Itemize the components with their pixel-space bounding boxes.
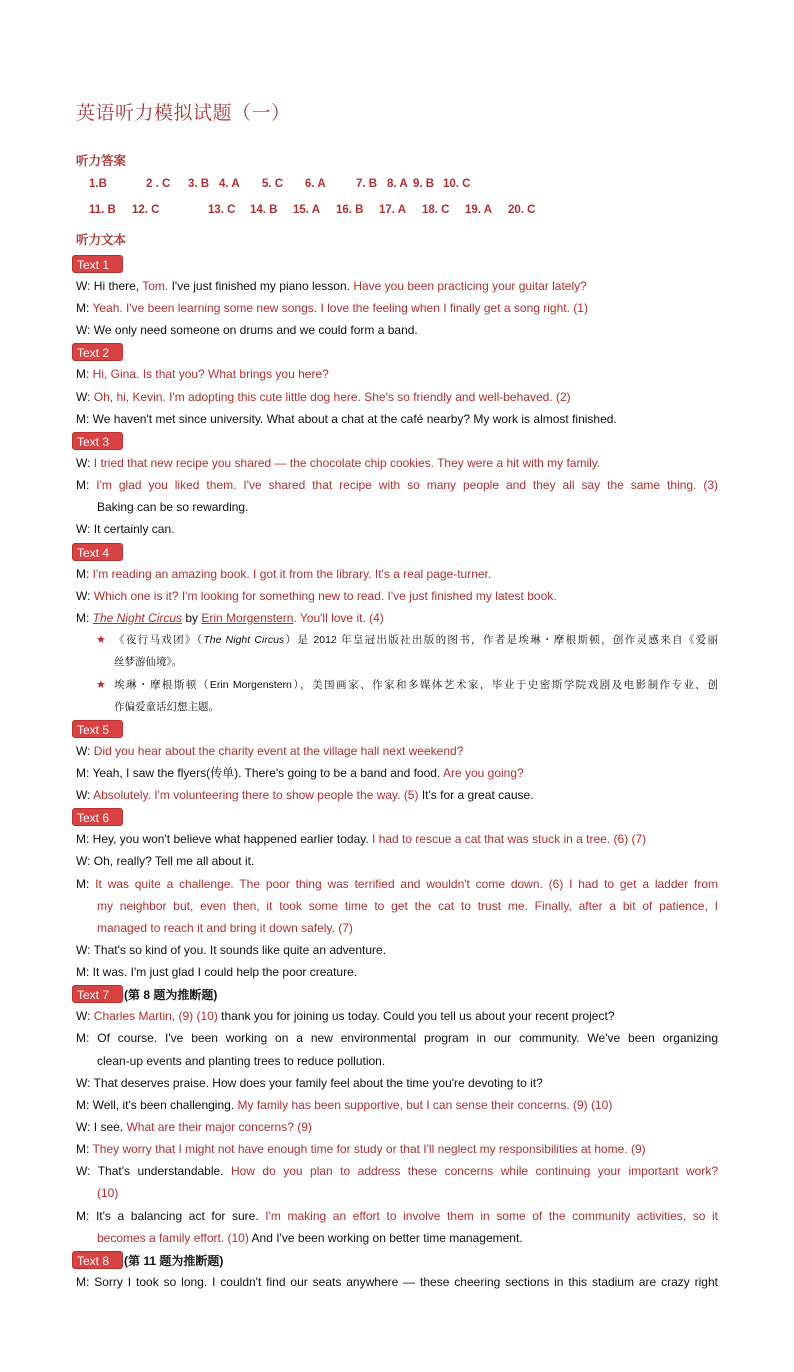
text-fragment: by xyxy=(182,611,202,625)
speaker-label: M: xyxy=(76,1098,93,1112)
dialogue-line xyxy=(76,386,718,408)
answer-item: 15. A xyxy=(293,204,321,216)
star-icon: ★ xyxy=(96,634,106,646)
text-fragment: That's understandable. xyxy=(97,1164,231,1178)
speaker-label: W: xyxy=(76,943,94,957)
speaker-label: W: xyxy=(76,744,94,758)
text-fragment: Well, it's been challenging. xyxy=(92,1098,238,1112)
dialogue-line-continuation xyxy=(97,496,718,518)
text-fragment: That deserves praise. How does your family feel about the time you're devoting to it? xyxy=(93,1076,543,1090)
speaker-label: M: xyxy=(76,301,93,315)
dialogue-line xyxy=(76,1027,718,1049)
text-fragment: It was quite a challenge. The poor thing was terrified and wouldn't come down. (6) I had to get a ladder from xyxy=(95,877,719,891)
dialogue-line xyxy=(76,961,718,983)
dialogue-line xyxy=(76,607,718,629)
text-fragment: Which one is it? I'm looking for something new to read. I've just finished my latest book. xyxy=(93,589,557,603)
footnote xyxy=(96,629,718,651)
text-fragment: Hi, Gina. Is that you? What brings you here? xyxy=(92,367,329,381)
inference-note: (第 11 题为推断题) xyxy=(124,1254,224,1268)
dialogue-line-continuation xyxy=(97,1227,718,1249)
text-fragment: Hi there, xyxy=(93,279,143,293)
speaker-label: W: xyxy=(76,1164,98,1178)
speaker-label: M: xyxy=(76,1275,95,1289)
answer-item: 11. B xyxy=(89,204,116,216)
dialogue-line xyxy=(76,1205,718,1227)
dialogue-line xyxy=(76,873,718,895)
text-2-tag: Text 2 xyxy=(72,343,123,361)
answer-item: 3. B xyxy=(188,178,210,190)
text-fragment: I see. xyxy=(93,1120,127,1134)
dialogue-line-continuation xyxy=(97,895,718,917)
text-fragment: I'm making an effort to involve them in some of the community activities, so it xyxy=(265,1209,718,1223)
text-5-tag: Text 5 xyxy=(72,720,123,738)
text-fragment: Of course. I've been working on a new environmental program in our community. We've been organizing xyxy=(97,1031,719,1045)
text-fragment: The Night Circus xyxy=(92,611,183,625)
text-fragment: Oh, hi, Kevin. I'm adopting this cute little dog here. She's so friendly and well-behaved. (2) xyxy=(93,390,571,404)
text-fragment: It's a balancing act for sure. xyxy=(95,1209,266,1223)
answer-item: 7. B xyxy=(356,178,378,190)
text-fragment: managed to reach it and bring it down safely. (7) xyxy=(97,921,353,935)
dialogue-line xyxy=(76,939,718,961)
footnote xyxy=(96,674,718,696)
text-fragment: my neighbor but, even then, it took some time to get the cat to trust me. Finally, after a bit of patience, I xyxy=(97,899,718,913)
speaker-label: W: xyxy=(76,522,94,536)
text-fragment: Did you hear about the charity event at the village hall next weekend? xyxy=(93,744,464,758)
text-fragment: Tom. xyxy=(142,279,169,293)
dialogue-line xyxy=(76,518,718,540)
dialogue-line xyxy=(76,563,718,585)
text-6-tag: Text 6 xyxy=(72,808,123,826)
dialogue-line xyxy=(76,762,718,784)
transcript-heading: 听力文本 xyxy=(76,233,127,247)
dialogue-line xyxy=(76,1160,718,1182)
dialogue-line xyxy=(76,740,718,762)
speaker-label: M: xyxy=(76,611,93,625)
speaker-label: W: xyxy=(76,279,94,293)
speaker-label: M: xyxy=(76,478,97,492)
dialogue-line-continuation xyxy=(97,917,718,939)
answer-heading: 听力答案 xyxy=(76,154,127,168)
speaker-label: M: xyxy=(76,1031,98,1045)
text-fragment: I had to rescue a cat that was stuck in a tree. (6) (7) xyxy=(372,832,647,846)
page-title: 英语听力模拟试题（一） xyxy=(76,103,291,124)
text-8-tag: Text 8 xyxy=(72,1251,123,1269)
dialogue-line xyxy=(76,1271,718,1293)
speaker-label: W: xyxy=(76,589,94,603)
text-fragment: I tried that new recipe you shared — the chocolate chip cookies. They were a hit with my family. xyxy=(93,456,601,470)
dialogue-line xyxy=(76,850,718,872)
answer-item: 19. A xyxy=(465,204,493,216)
text-fragment: Have you been practicing your guitar lately? xyxy=(353,279,587,293)
dialogue-line-continuation xyxy=(97,1050,718,1072)
answer-item: 4. A xyxy=(219,178,240,190)
text-3-tag: Text 3 xyxy=(72,432,123,450)
speaker-label: M: xyxy=(76,832,93,846)
text-fragment: We haven't met since university. What about a chat at the café nearby? My work is almost finished. xyxy=(92,412,617,426)
text-fragment: What are their major concerns? (9) xyxy=(126,1120,312,1134)
speaker-label: W: xyxy=(76,1120,94,1134)
text-fragment: 丝梦游仙境》。 xyxy=(114,656,183,668)
speaker-label: W: xyxy=(76,788,94,802)
answer-item: 2 . C xyxy=(146,178,171,190)
answer-item: 13. C xyxy=(208,204,236,216)
answer-item: 20. C xyxy=(508,204,536,216)
speaker-label: M: xyxy=(76,965,93,979)
dialogue-line-continuation xyxy=(97,1182,718,1204)
text-fragment: It certainly can. xyxy=(93,522,175,536)
answer-item: 18. C xyxy=(422,204,450,216)
speaker-label: W: xyxy=(76,456,94,470)
text-fragment: Are you going? xyxy=(442,766,524,780)
inference-note: (第 8 题为推断题) xyxy=(124,988,218,1002)
speaker-label: W: xyxy=(76,1076,94,1090)
answer-item: 5. C xyxy=(262,178,284,190)
text-fragment: And I've been working on better time management. xyxy=(248,1231,523,1245)
speaker-label: W: xyxy=(76,323,94,337)
text-fragment: It was. I'm just glad I could help the poor creature. xyxy=(92,965,358,979)
dialogue-line xyxy=(76,1116,718,1138)
answer-item: 6. A xyxy=(305,178,326,190)
answer-item: 9. B xyxy=(413,178,435,190)
answer-item: 12. C xyxy=(132,204,160,216)
speaker-label: M: xyxy=(76,877,96,891)
text-fragment: It's for a great cause. xyxy=(418,788,534,802)
text-fragment: The Night Circus xyxy=(203,634,285,646)
text-fragment: becomes a family effort. (10) xyxy=(97,1231,249,1245)
speaker-label: M: xyxy=(76,412,93,426)
answer-item: 16. B xyxy=(336,204,364,216)
dialogue-line xyxy=(76,474,718,496)
text-7-tag: Text 7 xyxy=(72,985,123,1003)
text-fragment: They worry that I might not have enough time for study or that I'll neglect my responsibilities at home. (9) xyxy=(92,1142,646,1156)
text-fragment: 作偏爱童话幻想主题。 xyxy=(114,701,219,713)
text-fragment: That's so kind of you. It sounds like quite an adventure. xyxy=(93,943,387,957)
dialogue-line xyxy=(76,408,718,430)
text-fragment: Yeah. I've been learning some new songs. I love the feeling when I finally get a song right. (1) xyxy=(92,301,588,315)
dialogue-line xyxy=(76,363,718,385)
footnote-continuation xyxy=(96,651,736,673)
text-fragment: My family has been supportive, but I can sense their concerns. (9) (10) xyxy=(237,1098,613,1112)
text-fragment: Absolutely. I'm volunteering there to show people the way. (5) xyxy=(93,788,419,802)
answer-item: 10. C xyxy=(443,178,471,190)
text-fragment: 《夜行马戏团》（ xyxy=(114,634,204,646)
speaker-label: M: xyxy=(76,567,93,581)
text-fragment: I'm reading an amazing book. I got it from the library. It's a real page-turner. xyxy=(92,567,492,581)
text-fragment: How do you plan to address these concerns while continuing your important work? xyxy=(230,1164,718,1178)
text-4-tag: Text 4 xyxy=(72,543,123,561)
text-fragment: Erin Morgenstern xyxy=(201,611,294,625)
text-fragment: Hey, you won't believe what happened earlier today. xyxy=(92,832,373,846)
text-fragment: Baking can be so rewarding. xyxy=(97,500,249,514)
text-fragment: thank you for joining us today. Could you tell us about your recent project? xyxy=(217,1009,615,1023)
dialogue-line xyxy=(76,784,718,806)
footnote-continuation xyxy=(96,696,736,718)
answer-item: 8. A xyxy=(387,178,408,190)
speaker-label: M: xyxy=(76,367,93,381)
text-fragment: Oh, really? Tell me all about it. xyxy=(93,854,255,868)
speaker-label: M: xyxy=(76,766,93,780)
dialogue-line xyxy=(76,452,718,474)
speaker-label: M: xyxy=(76,1142,93,1156)
dialogue-line xyxy=(76,1138,718,1160)
dialogue-line xyxy=(76,319,718,341)
text-1-tag: Text 1 xyxy=(72,255,123,273)
text-fragment: ）是 2012 年皇冠出版社出版的图书，作者是埃琳・摩根斯顿，创作灵感来自《爱丽 xyxy=(284,634,718,646)
answer-item: 17. A xyxy=(379,204,407,216)
speaker-label: W: xyxy=(76,1009,94,1023)
text-fragment: We only need someone on drums and we could form a band. xyxy=(93,323,418,337)
text-fragment: Sorry I took so long. I couldn't find our seats anywhere — these cheering sections in this stadium are crazy right xyxy=(94,1275,718,1289)
dialogue-line xyxy=(76,1005,718,1027)
speaker-label: M: xyxy=(76,1209,96,1223)
text-fragment: clean-up events and planting trees to reduce pollution. xyxy=(97,1054,386,1068)
answer-item: 1.B xyxy=(89,178,107,190)
text-fragment: Charles Martin, (9) (10) xyxy=(93,1009,218,1023)
text-fragment: (10) xyxy=(97,1186,119,1200)
answer-item: 14. B xyxy=(250,204,278,216)
text-fragment: . You'll love it. (4) xyxy=(293,611,384,625)
dialogue-line xyxy=(76,275,718,297)
dialogue-line xyxy=(76,297,718,319)
dialogue-line xyxy=(76,828,718,850)
text-fragment: I'm glad you liked them. I've shared that recipe with so many people and they all say the same thing. (3) xyxy=(96,478,718,492)
dialogue-line xyxy=(76,1072,718,1094)
text-fragment: I've just finished my piano lesson. xyxy=(168,279,354,293)
speaker-label: W: xyxy=(76,854,94,868)
dialogue-line xyxy=(76,1094,718,1116)
dialogue-line xyxy=(76,585,718,607)
text-fragment: 埃琳・摩根斯顿（Erin Morgenstern），美国画家、作家和多媒体艺术家，毕业于史密斯学院戏剧及电影制作专业，创 xyxy=(114,679,718,691)
speaker-label: W: xyxy=(76,390,94,404)
star-icon: ★ xyxy=(96,679,106,691)
text-fragment: Yeah, I saw the flyers(传单). There's going to be a band and food. xyxy=(92,766,443,780)
